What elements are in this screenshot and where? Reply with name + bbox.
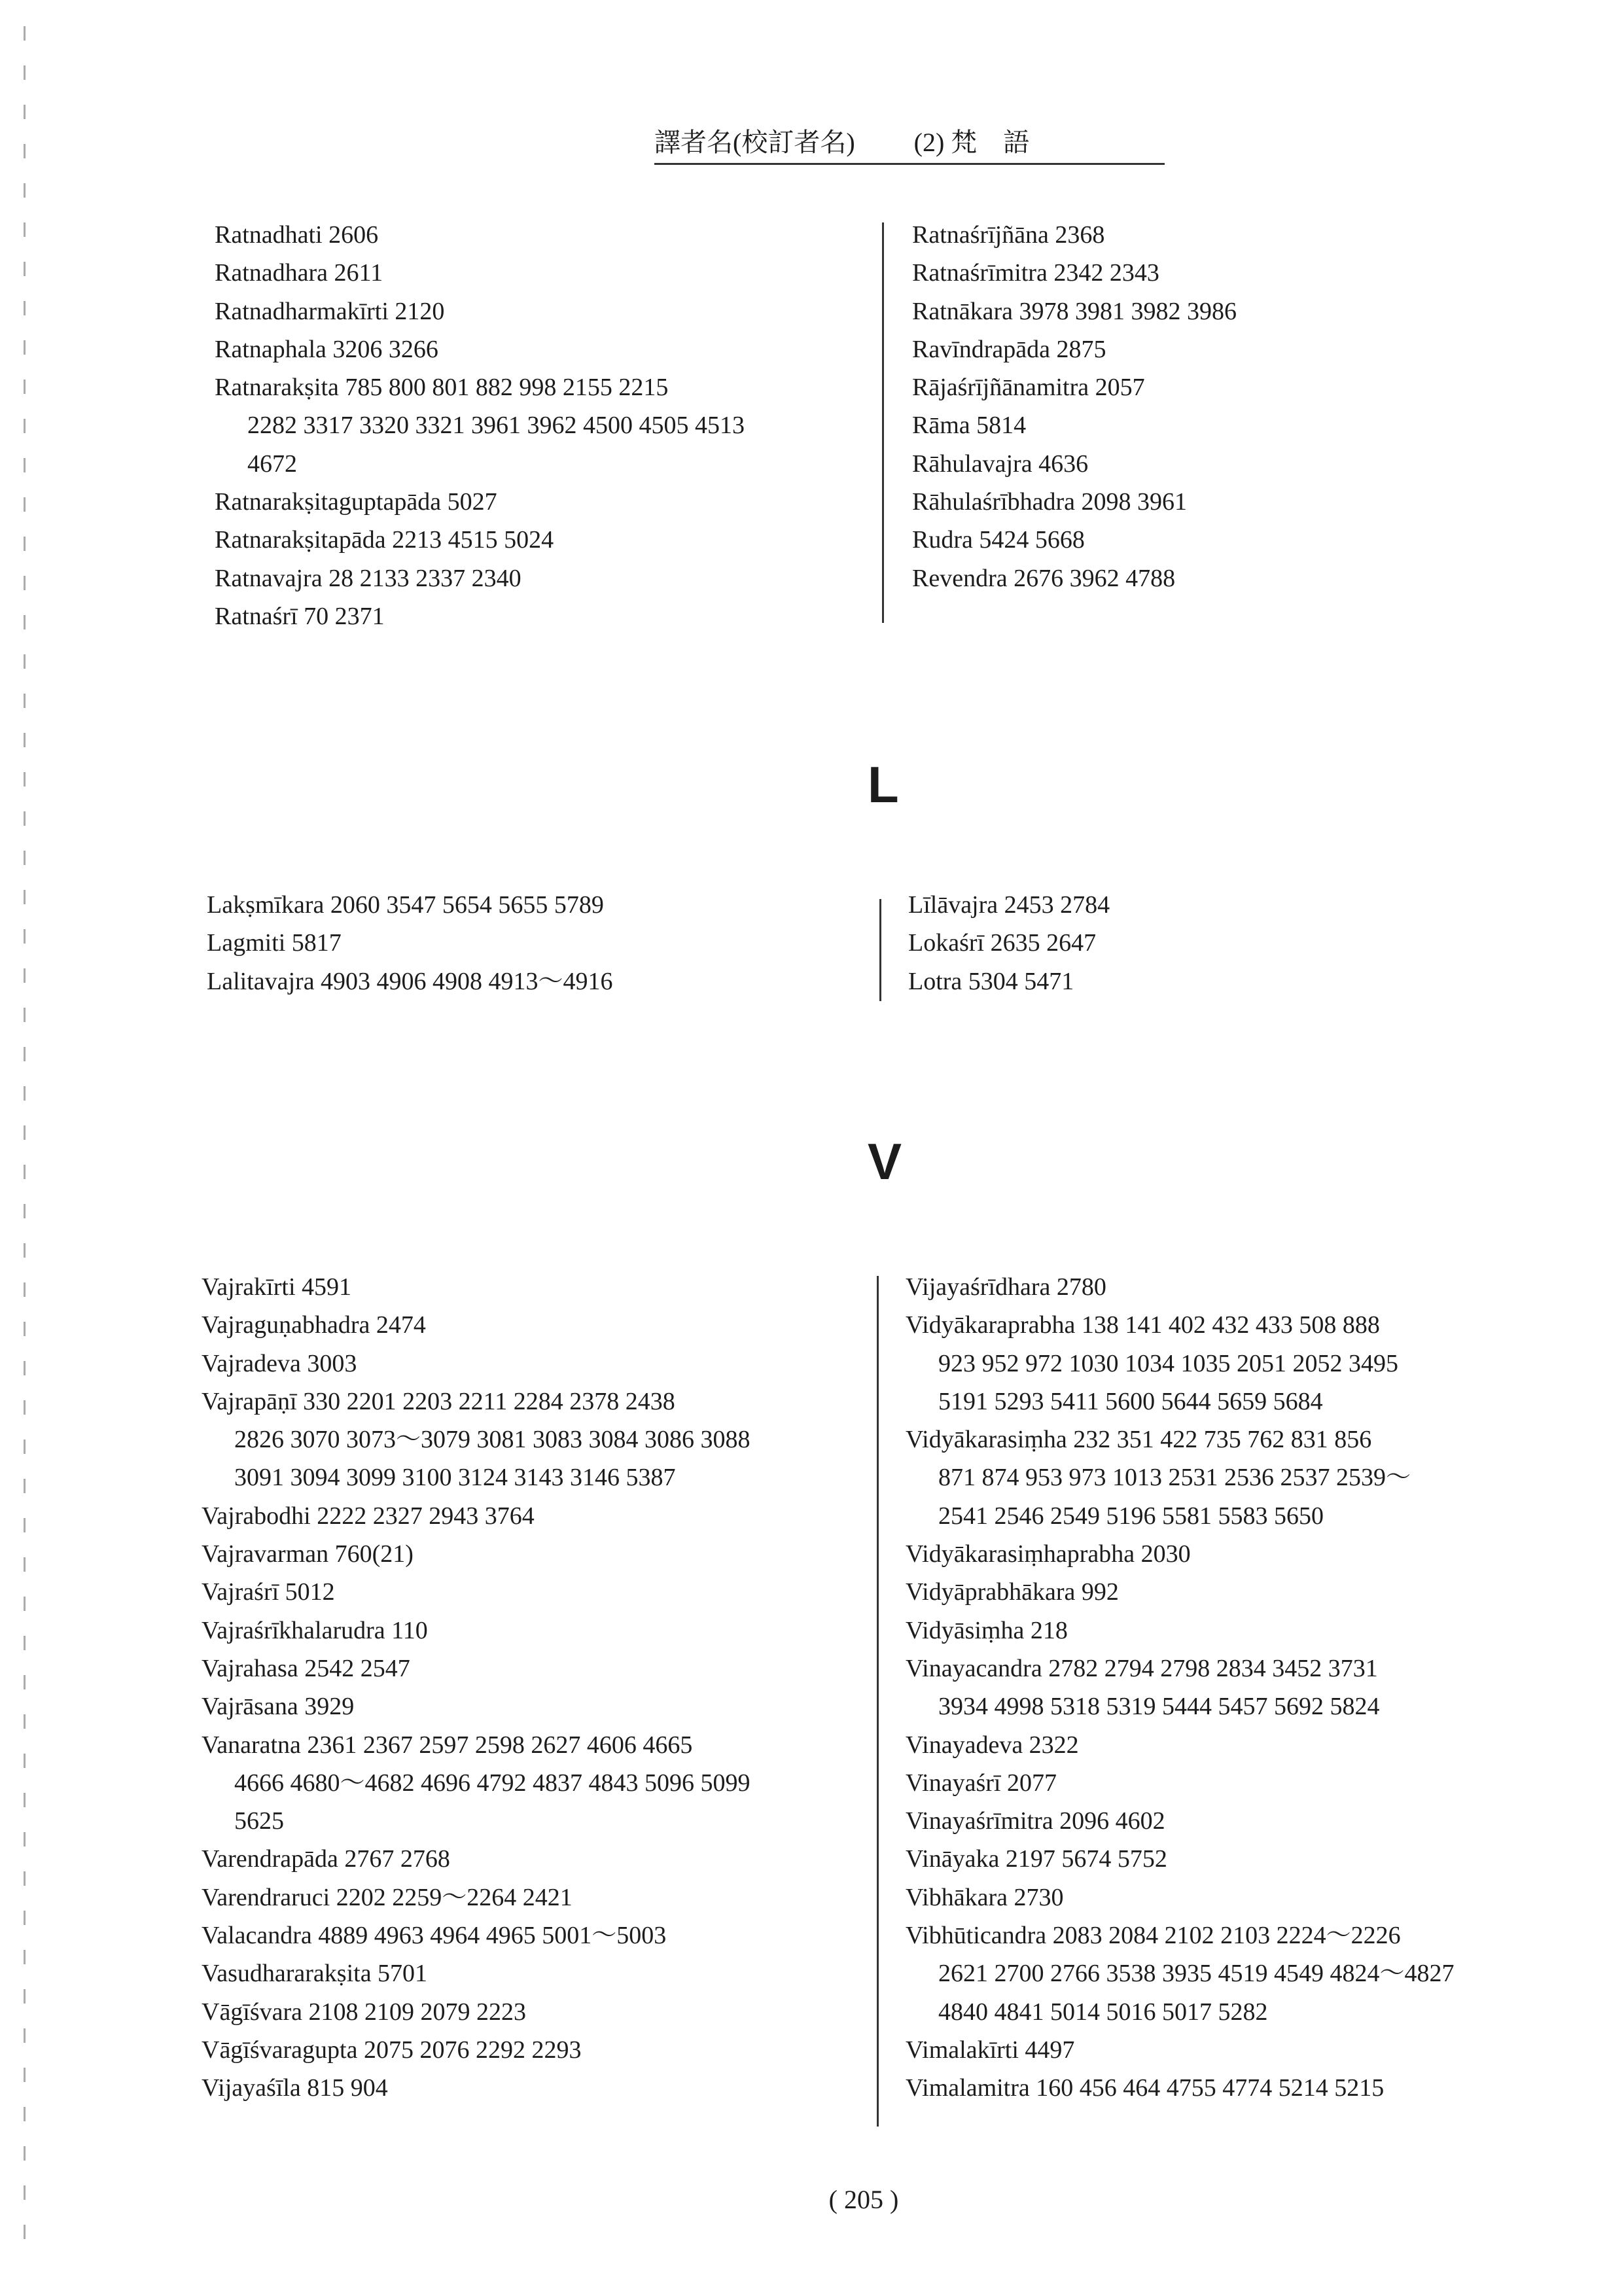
index-entry	[202, 1345, 869, 1383]
entry-line: Varendrapāda 2767 2768	[202, 1845, 450, 1873]
index-entry	[207, 886, 861, 924]
index-entry	[906, 1535, 1612, 1573]
entry-line: Vāgīśvara 2108 2109 2079 2223	[202, 1998, 527, 2026]
entry-line: Ratnākara 3978 3981 3982 3986	[912, 297, 1237, 325]
entry-line: Vāgīśvaragupta 2075 2076 2292 2293	[202, 2036, 582, 2064]
index-entry	[202, 1612, 869, 1650]
entry-line: Ratnadharmakīrti 2120	[215, 297, 445, 325]
entry-line: Vajrakīrti 4591	[202, 1273, 352, 1301]
entry-line: Vajravarman 760(21)	[202, 1540, 414, 1568]
v-section-right-column	[906, 1268, 1612, 2108]
index-entry	[906, 1650, 1612, 1726]
index-entry	[906, 2069, 1612, 2107]
header-part: (2) 梵 語	[913, 128, 1030, 157]
index-entry	[215, 254, 869, 292]
entry-line: Vijayaśīla 815 904	[202, 2074, 388, 2102]
index-entry	[906, 1421, 1612, 1535]
entry-line: Ratnarakṣitapāda 2213 4515 5024	[215, 526, 554, 554]
entry-continuation-line: 5625	[234, 1807, 284, 1835]
column-divider	[882, 222, 884, 623]
index-entry	[908, 886, 1602, 924]
entry-line: Ratnavajra 28 2133 2337 2340	[215, 564, 521, 592]
index-entry	[912, 559, 1606, 597]
entry-line: Rāma 5814	[912, 412, 1027, 440]
index-entry	[906, 1306, 1612, 1421]
scan-edge-mark	[24, 26, 26, 2264]
v-section-left-column	[202, 1268, 869, 2108]
entry-line: Vajrāsana 3929	[202, 1693, 355, 1721]
entry-line: Vajraśrī 5012	[202, 1578, 335, 1606]
index-entry	[202, 2069, 869, 2107]
index-entry	[912, 483, 1606, 521]
index-entry	[912, 216, 1606, 254]
index-entry	[215, 559, 869, 597]
index-entry	[906, 1726, 1612, 1764]
entry-line: Vanaratna 2361 2367 2597 2598 2627 4606 4665	[202, 1731, 693, 1759]
index-entry	[202, 1993, 869, 2031]
column-divider	[879, 899, 881, 1001]
entry-continuation-line: 4840 4841 5014 5016 5017 5282	[938, 1998, 1268, 2026]
index-entry	[215, 330, 869, 368]
entry-line: Vinayaśrī 2077	[906, 1769, 1057, 1797]
entry-line: Vidyākarasiṃhaprabha 2030	[906, 1540, 1191, 1568]
entry-continuation-line: 3934 4998 5318 5319 5444 5457 5692 5824	[938, 1693, 1380, 1721]
entry-continuation-line: 2541 2546 2549 5196 5581 5583 5650	[938, 1502, 1324, 1530]
entry-line: Rāhulavajra 4636	[912, 450, 1089, 478]
index-entry	[906, 1916, 1612, 2031]
index-entry	[202, 1573, 869, 1611]
entry-line: Vidyāsiṃha 218	[906, 1616, 1068, 1644]
entry-line: Varendraruci 2202 2259～2264 2421	[202, 1883, 573, 1911]
index-entry	[202, 1650, 869, 1687]
entry-line: Vinayacandra 2782 2794 2798 2834 3452 3731	[906, 1654, 1378, 1682]
index-entry	[912, 368, 1606, 406]
entry-line: Rāhulaśrībhadra 2098 3961	[912, 488, 1188, 516]
entry-continuation-line: 3091 3094 3099 3100 3124 3143 3146 5387	[234, 1464, 676, 1492]
entry-line: Rājaśrījñānamitra 2057	[912, 374, 1145, 402]
entry-line: Vajrabodhi 2222 2327 2943 3764	[202, 1502, 535, 1530]
entry-line: Lagmiti 5817	[207, 929, 342, 957]
entry-continuation-line: 4672	[247, 450, 297, 478]
entry-line: Vajrahasa 2542 2547	[202, 1654, 410, 1682]
index-entry	[207, 963, 861, 1000]
entry-line: Lakṣmīkara 2060 3547 5654 5655 5789	[207, 891, 604, 919]
entry-line: Vinayadeva 2322	[906, 1731, 1079, 1759]
index-entry	[215, 368, 869, 483]
index-entry	[215, 292, 869, 330]
index-entry	[202, 1535, 869, 1573]
index-entry	[912, 406, 1606, 444]
index-entry	[906, 1840, 1612, 1878]
entry-line: Vidyākarasiṃha 232 351 422 735 762 831 856	[906, 1426, 1372, 1454]
r-section-left-column	[215, 216, 869, 635]
entry-line: Lalitavajra 4903 4906 4908 4913～4916	[207, 967, 613, 995]
r-section-right-column	[912, 216, 1606, 597]
l-section-right-column	[908, 886, 1602, 1000]
entry-line: Vajrapāṇī 330 2201 2203 2211 2284 2378 2438	[202, 1387, 675, 1415]
entry-line: Ravīndrapāda 2875	[912, 335, 1106, 363]
index-entry	[202, 1916, 869, 1954]
entry-continuation-line: 923 952 972 1030 1034 1035 2051 2052 3495	[938, 1349, 1398, 1377]
index-entry	[215, 483, 869, 521]
entry-line: Valacandra 4889 4963 4964 4965 5001～5003	[202, 1922, 667, 1950]
index-entry	[906, 2031, 1612, 2069]
index-entry	[202, 1383, 869, 1497]
entry-line: Ratnarakṣita 785 800 801 882 998 2155 2215	[215, 374, 669, 402]
index-entry	[912, 445, 1606, 483]
index-entry	[906, 1764, 1612, 1802]
entry-line: Vināyaka 2197 5674 5752	[906, 1845, 1167, 1873]
entry-line: Vibhūticandra 2083 2084 2102 2103 2224～2226	[906, 1922, 1401, 1950]
entry-continuation-line: 2621 2700 2766 3538 3935 4519 4549 4824～4827	[938, 1960, 1455, 1988]
index-entry	[215, 521, 869, 559]
entry-continuation-line: 2282 3317 3320 3321 3961 3962 4500 4505 4513	[247, 412, 745, 440]
entry-line: Vimalamitra 160 456 464 4755 4774 5214 5215	[906, 2074, 1385, 2102]
entry-continuation-line: 4666 4680～4682 4696 4792 4837 4843 5096 5099	[234, 1769, 750, 1797]
entry-continuation-line: 871 874 953 973 1013 2531 2536 2537 2539～	[938, 1464, 1411, 1492]
entry-line: Ratnaphala 3206 3266	[215, 335, 438, 363]
index-entry	[202, 1879, 869, 1916]
page-number: ( 205 )	[828, 2185, 899, 2214]
index-entry	[912, 521, 1606, 559]
index-entry	[202, 2031, 869, 2069]
index-entry	[202, 1497, 869, 1535]
entry-line: Vinayaśrīmitra 2096 4602	[906, 1807, 1165, 1835]
section-letter-l: L	[868, 756, 899, 813]
entry-line: Ratnaśrījñāna 2368	[912, 221, 1105, 249]
index-entry	[202, 1306, 869, 1344]
entry-line: Ratnaśrīmitra 2342 2343	[912, 259, 1159, 287]
entry-line: Līlāvajra 2453 2784	[908, 891, 1110, 919]
column-divider	[877, 1276, 879, 2127]
entry-line: Vidyākaraprabha 138 141 402 432 433 508 888	[906, 1311, 1380, 1339]
index-entry	[912, 330, 1606, 368]
running-header	[654, 122, 1165, 165]
entry-line: Ratnadhara 2611	[215, 259, 383, 287]
entry-line: Vibhākara 2730	[906, 1883, 1064, 1911]
index-entry	[906, 1612, 1612, 1650]
entry-line: Vidyāprabhākara 992	[906, 1578, 1119, 1606]
index-entry	[906, 1268, 1612, 1306]
entry-line: Ratnaśrī 70 2371	[215, 602, 385, 630]
entry-line: Lokaśrī 2635 2647	[908, 929, 1097, 957]
entry-line: Lotra 5304 5471	[908, 967, 1074, 995]
index-entry	[202, 1726, 869, 1841]
index-entry	[202, 1268, 869, 1306]
entry-line: Vasudhararakṣita 5701	[202, 1960, 428, 1988]
index-entry	[906, 1802, 1612, 1840]
entry-continuation-line: 2826 3070 3073～3079 3081 3083 3084 3086 3088	[234, 1426, 750, 1454]
entry-line: Vijayaśrīdhara 2780	[906, 1273, 1106, 1301]
index-entry	[202, 1687, 869, 1725]
entry-line: Vajraśrīkhalarudra 110	[202, 1616, 428, 1644]
index-entry	[906, 1573, 1612, 1611]
entry-line: Ratnadhati 2606	[215, 221, 379, 249]
entry-line: Ratnarakṣitaguptapāda 5027	[215, 488, 497, 516]
index-entry	[215, 597, 869, 635]
entry-line: Vajradeva 3003	[202, 1349, 357, 1377]
index-entry	[906, 1879, 1612, 1916]
section-letter-v: V	[868, 1133, 902, 1190]
index-entry	[908, 963, 1602, 1000]
index-entry	[202, 1954, 869, 1992]
index-entry	[202, 1840, 869, 1878]
entry-line: Revendra 2676 3962 4788	[912, 564, 1176, 592]
entry-line: Vimalakīrti 4497	[906, 2036, 1075, 2064]
entry-line: Rudra 5424 5668	[912, 526, 1085, 554]
index-entry	[912, 254, 1606, 292]
index-entry	[908, 924, 1602, 962]
index-entry	[207, 924, 861, 962]
index-entry	[912, 292, 1606, 330]
index-entry	[215, 216, 869, 254]
entry-continuation-line: 5191 5293 5411 5600 5644 5659 5684	[938, 1387, 1323, 1415]
header-title: 譯者名(校訂者名)	[654, 128, 855, 157]
entry-line: Vajraguṇabhadra 2474	[202, 1311, 426, 1339]
l-section-left-column	[207, 886, 861, 1000]
